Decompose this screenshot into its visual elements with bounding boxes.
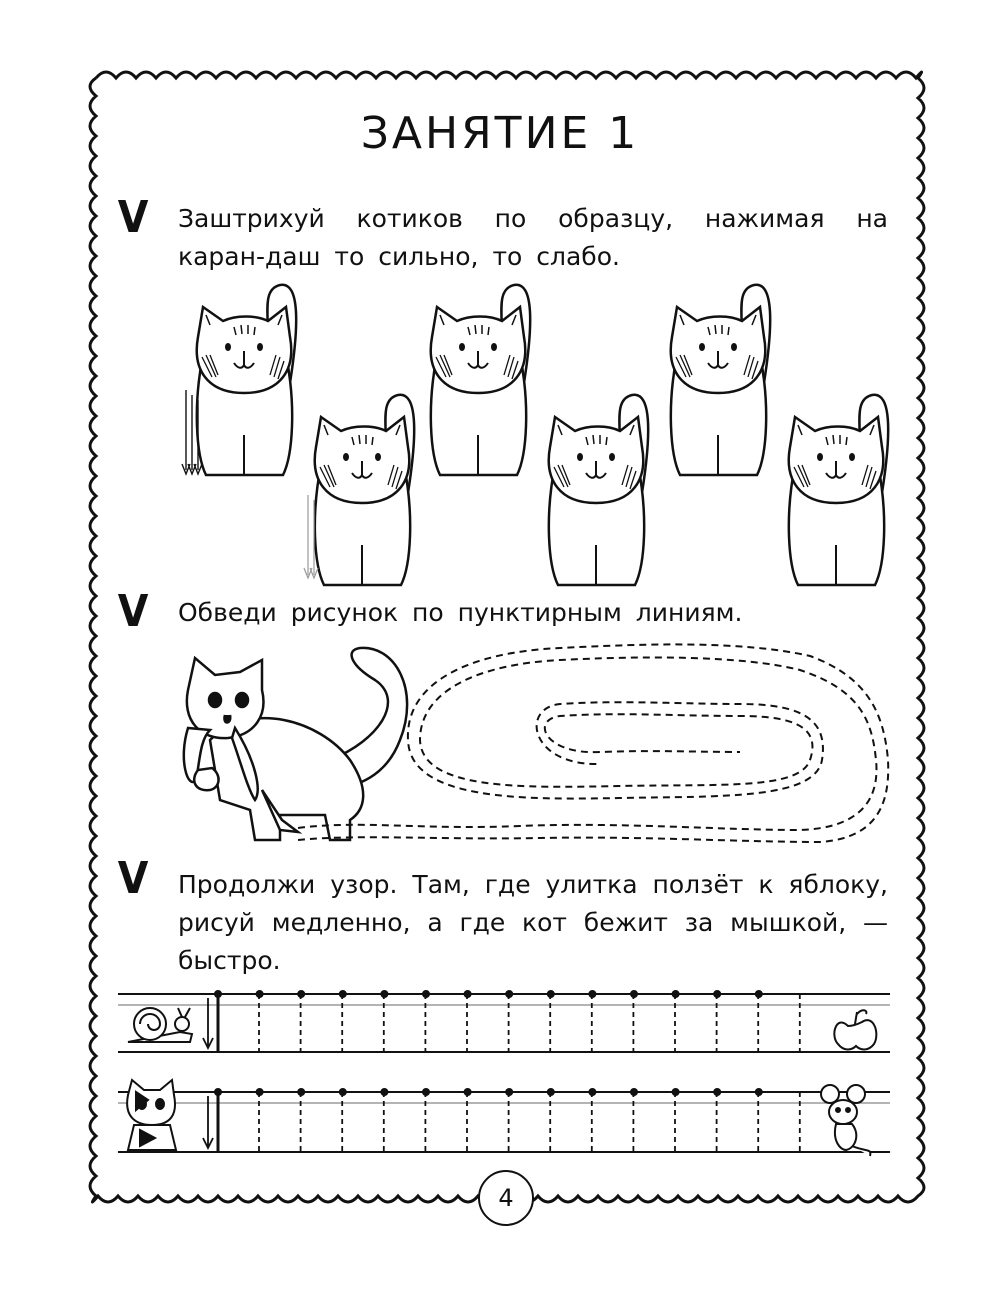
- start-dot: [339, 991, 346, 998]
- start-dot: [506, 1089, 513, 1096]
- task-2-text: Обведи рисунок по пунктирным линиям.: [178, 598, 743, 627]
- start-dot: [755, 1089, 762, 1096]
- start-dot: [339, 1089, 346, 1096]
- snail-icon: [128, 1008, 192, 1042]
- start-dot: [631, 991, 638, 998]
- cat-runner-icon: [127, 1080, 176, 1150]
- start-dot: [215, 1089, 222, 1096]
- mouse-icon: [821, 1085, 870, 1156]
- start-dot: [506, 991, 513, 998]
- start-dot: [589, 1089, 596, 1096]
- apple-icon: [834, 1010, 876, 1049]
- start-dot: [547, 991, 554, 998]
- start-dot: [298, 991, 305, 998]
- start-dot: [381, 1089, 388, 1096]
- page-number: 4: [478, 1170, 534, 1226]
- task-3-text: Продолжи узор. Там, где улитка ползёт к яблоку, рисуй медленно, а где кот бежит за мышкой, — быстро.: [178, 870, 888, 975]
- start-dot: [589, 991, 596, 998]
- down-arrow-icon: [203, 1096, 213, 1148]
- start-dot: [423, 991, 430, 998]
- start-dot: [423, 1089, 430, 1096]
- start-dot: [381, 991, 388, 998]
- lesson-title: ЗАНЯТИЕ 1: [360, 108, 640, 159]
- start-dot: [215, 991, 222, 998]
- start-dot: [298, 1089, 305, 1096]
- check-mark-icon: V: [117, 586, 149, 637]
- start-dot: [464, 991, 471, 998]
- start-dot: [755, 991, 762, 998]
- start-dot: [714, 991, 721, 998]
- start-dot: [256, 1089, 263, 1096]
- task-1-text: Заштрихуй котиков по образцу, нажимая на каран-даш то сильно, то слабо.: [178, 204, 888, 271]
- start-dot: [631, 1089, 638, 1096]
- start-dot: [672, 991, 679, 998]
- start-dot: [672, 1089, 679, 1096]
- start-dot: [547, 1089, 554, 1096]
- start-dot: [256, 991, 263, 998]
- check-mark-icon: V: [117, 192, 149, 243]
- start-dot: [464, 1089, 471, 1096]
- start-dot: [714, 1089, 721, 1096]
- check-mark-icon: V: [117, 853, 149, 904]
